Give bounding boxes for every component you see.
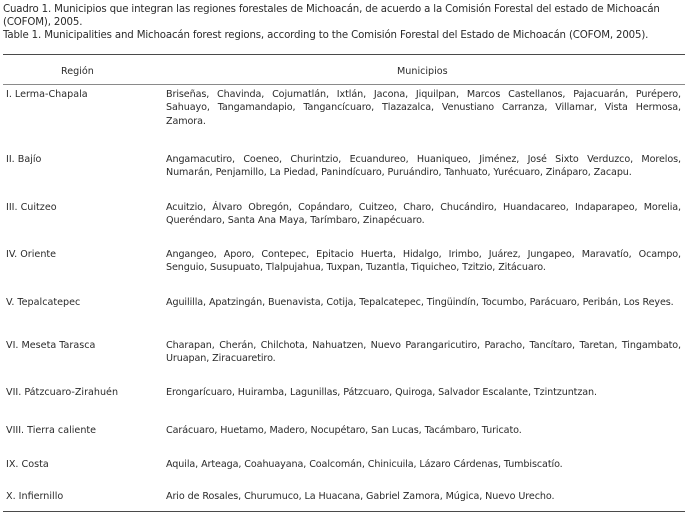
- region-cell: IX. Costa: [6, 459, 49, 470]
- region-cell: VIII. Tierra caliente: [6, 425, 97, 436]
- region-cell: I. Lerma-Chapala: [6, 89, 88, 100]
- region-cell: VI. Meseta Tarasca: [6, 340, 96, 351]
- municipios-cell: Acuitzio, Álvaro Obregón, Copándaro, Cuitzeo, Charo, Chucándiro, Huandacareo, Indaparapeo, Morelia, Queréndaro, Santa Ana Maya, Tarímbaro, Zinapécuaro.: [166, 202, 681, 227]
- table-bottom-rule: [3, 511, 685, 512]
- municipios-cell: Angamacutiro, Coeneo, Churintzio, Ecuandureo, Huaniqueo, Jiménez, José Sixto Verduzco, Morelos, Numarán, Penjamillo, La Piedad, Panindícuaro, Puruándiro, Tanhuato, Yurécuaro, Zináparo, Zacapu.: [166, 154, 681, 179]
- region-cell: III. Cuitzeo: [6, 202, 57, 213]
- column-header-municipios: Municipios: [397, 66, 448, 77]
- municipios-cell: Carácuaro, Huetamo, Madero, Nocupétaro, San Lucas, Tacámbaro, Turicato.: [166, 425, 522, 436]
- column-header-region: Región: [61, 66, 94, 77]
- municipios-cell: Charapan, Cherán, Chilchota, Nahuatzen, Nuevo Parangaricutiro, Paracho, Tancítaro, Taretan, Tingambato, Uruapan, Ziracuaretiro.: [166, 340, 681, 365]
- municipios-cell: Erongarícuaro, Huiramba, Lagunillas, Pátzcuaro, Quiroga, Salvador Escalante, Tzintzuntzan.: [166, 387, 597, 398]
- caption-spanish: Cuadro 1. Municipios que integran las regiones forestales de Michoacán, de acuerdo a la Comisión Forestal del estado de Michoacán (COFOM), 2005.: [3, 4, 660, 28]
- municipios-cell: Ario de Rosales, Churumuco, La Huacana, Gabriel Zamora, Múgica, Nuevo Urecho.: [166, 491, 555, 502]
- caption-english: Table 1. Municipalities and Michoacán forest regions, according to the Comisión Forestal del Estado de Michoacán (COFOM, 2005).: [3, 30, 649, 41]
- municipios-cell: Briseñas, Chavinda, Cojumatlán, Ixtlán, Jacona, Jiquilpan, Marcos Castellanos, Pajacuarán, Purépero, Sahuayo, Tangamandapio, Tangancícuaro, Tlazazalca, Venustiano Carranza, Villamar, Vista Hermosa, Zamora.: [166, 89, 681, 127]
- region-cell: VII. Pátzcuaro-Zirahuén: [6, 387, 119, 398]
- municipios-cell: Aguililla, Apatzingán, Buenavista, Cotija, Tepalcatepec, Tingüindín, Tocumbo, Parácuaro, Peribán, Los Reyes.: [166, 297, 674, 308]
- table-top-rule: [3, 54, 685, 55]
- region-cell: II. Bajío: [6, 154, 42, 165]
- header-separator-rule: [3, 84, 685, 85]
- region-cell: V. Tepalcatepec: [6, 297, 81, 308]
- region-cell: X. Infiernillo: [6, 491, 64, 502]
- region-cell: IV. Oriente: [6, 249, 57, 260]
- table-caption: [3, 3, 687, 42]
- municipios-cell: Aquila, Arteaga, Coahuayana, Coalcomán, Chinicuila, Lázaro Cárdenas, Tumbiscatío.: [166, 459, 563, 470]
- municipios-cell: Angangeo, Aporo, Contepec, Epitacio Huerta, Hidalgo, Irimbo, Juárez, Jungapeo, Maravatío, Ocampo, Senguio, Susupuato, Tlalpujahua, Tuxpan, Tuzantla, Tiquicheo, Tzitzio, Zitácuaro.: [166, 249, 681, 274]
